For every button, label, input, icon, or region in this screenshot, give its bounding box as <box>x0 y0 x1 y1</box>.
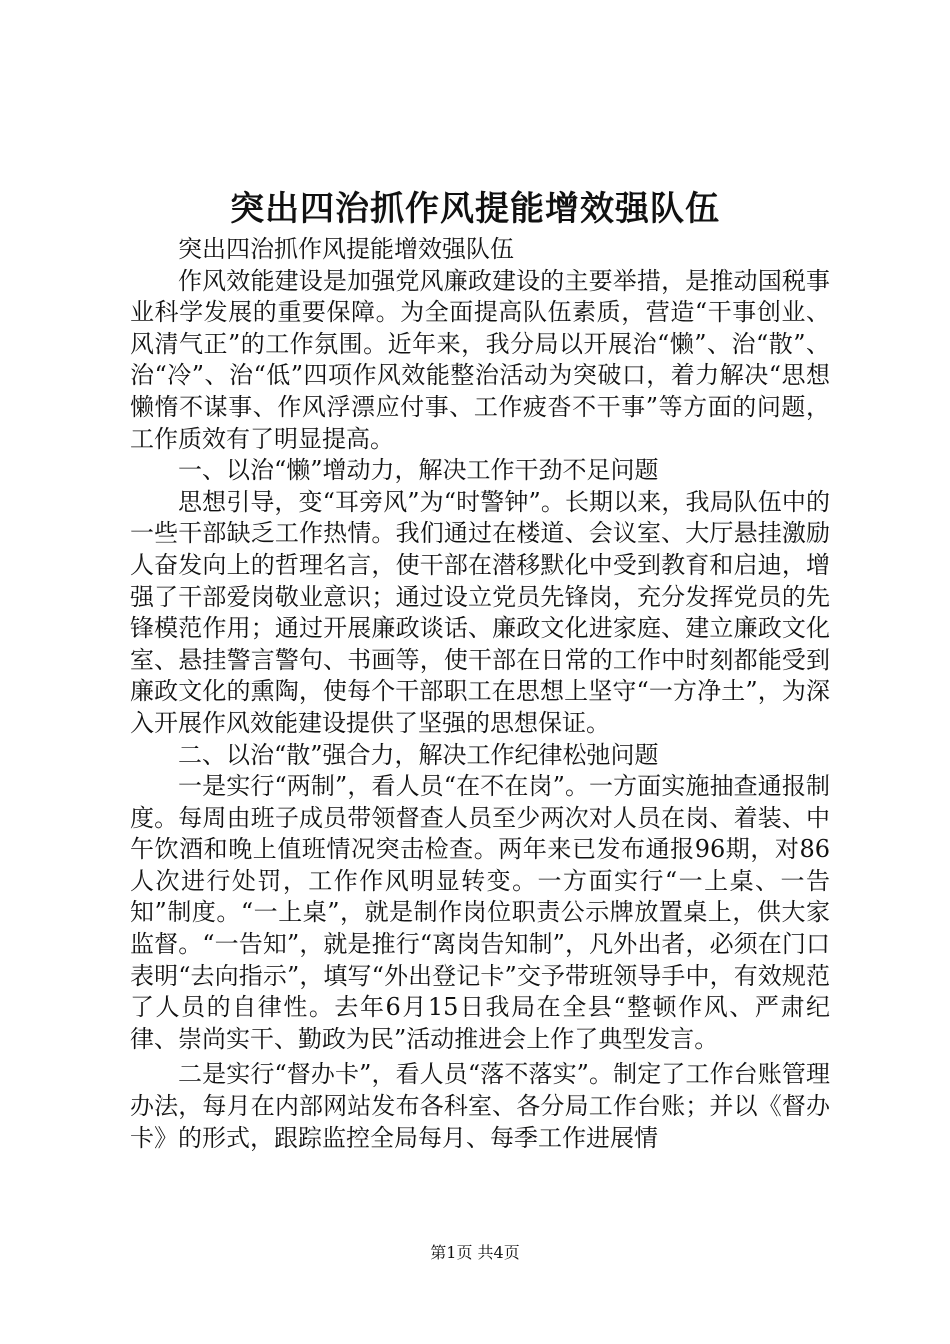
paragraph-intro: 作风效能建设是加强党风廉政建设的主要举措，是推动国税事业科学发展的重要保障。为全面提高队伍素质，营造“干事创业、风清气正”的工作氛围。近年来，我分局以开展治“懒”、治“散”、治“冷”、治“低”四项作风效能整治活动为突破口，着力解决“思想懒惰不谋事、作风浮漂应付事、工作疲沓不干事”等方面的问题，工作质效有了明显提高。 <box>130 266 830 453</box>
document-body <box>130 234 830 1154</box>
document-title: 突出四治抓作风提能增效强队伍 <box>230 189 720 229</box>
section-heading-2: 二、以治“散”强合力，解决工作纪律松弛问题 <box>178 740 659 769</box>
paragraph-section-2a: 一是实行“两制”，看人员“在不在岗”。一方面实施抽查通报制度。每周由班子成员带领督查人员至少两次对人员在岗、着装、中午饮酒和晚上值班情况突击检查。两年来已发布通报96期，对86人次进行处罚，工作作风明显转变。一方面实行“一上桌、一告知”制度。“一上桌”，就是制作岗位职责公示牌放置桌上，供大家监督。“一告知”，就是推行“离岗告知制”，凡外出者，必须在门口表明“去向指示”，填写“外出登记卡”交予带班领导手中，有效规范了人员的自律性。去年6月15日我局在全县“整顿作风、严肃纪律、崇尚实干、勤政为民”活动推进会上作了典型发言。 <box>130 772 830 1053</box>
paragraph-section-1: 思想引导，变“耳旁风”为“时警钟”。长期以来，我局队伍中的一些干部缺乏工作热情。我们通过在楼道、会议室、大厅悬挂激励人奋发向上的哲理名言，使干部在潜移默化中受到教育和启迪，增强了干部爱岗敬业意识；通过设立党员先锋岗，充分发挥党员的先锋模范作用；通过开展廉政谈话、廉政文化进家庭、建立廉政文化室、悬挂警言警句、书画等，使干部在日常的工作中时刻都能受到廉政文化的熏陶，使每个干部职工在思想上坚守“一方净土”，为深入开展作风效能建设提供了坚强的思想保证。 <box>130 487 830 737</box>
page-number-footer: 第1页 共4页 <box>430 1243 520 1262</box>
paragraph-section-2b: 二是实行“督办卡”，看人员“落不落实”。制定了工作台账管理办法，每月在内部网站发布各科室、各分局工作台账；并以《督办卡》的形式，跟踪监控全局每月、每季工作进展情 <box>130 1060 830 1152</box>
paragraph-subtitle: 突出四治抓作风提能增效强队伍 <box>178 235 514 263</box>
section-heading-1: 一、以治“懒”增动力，解决工作干劲不足问题 <box>178 456 659 485</box>
